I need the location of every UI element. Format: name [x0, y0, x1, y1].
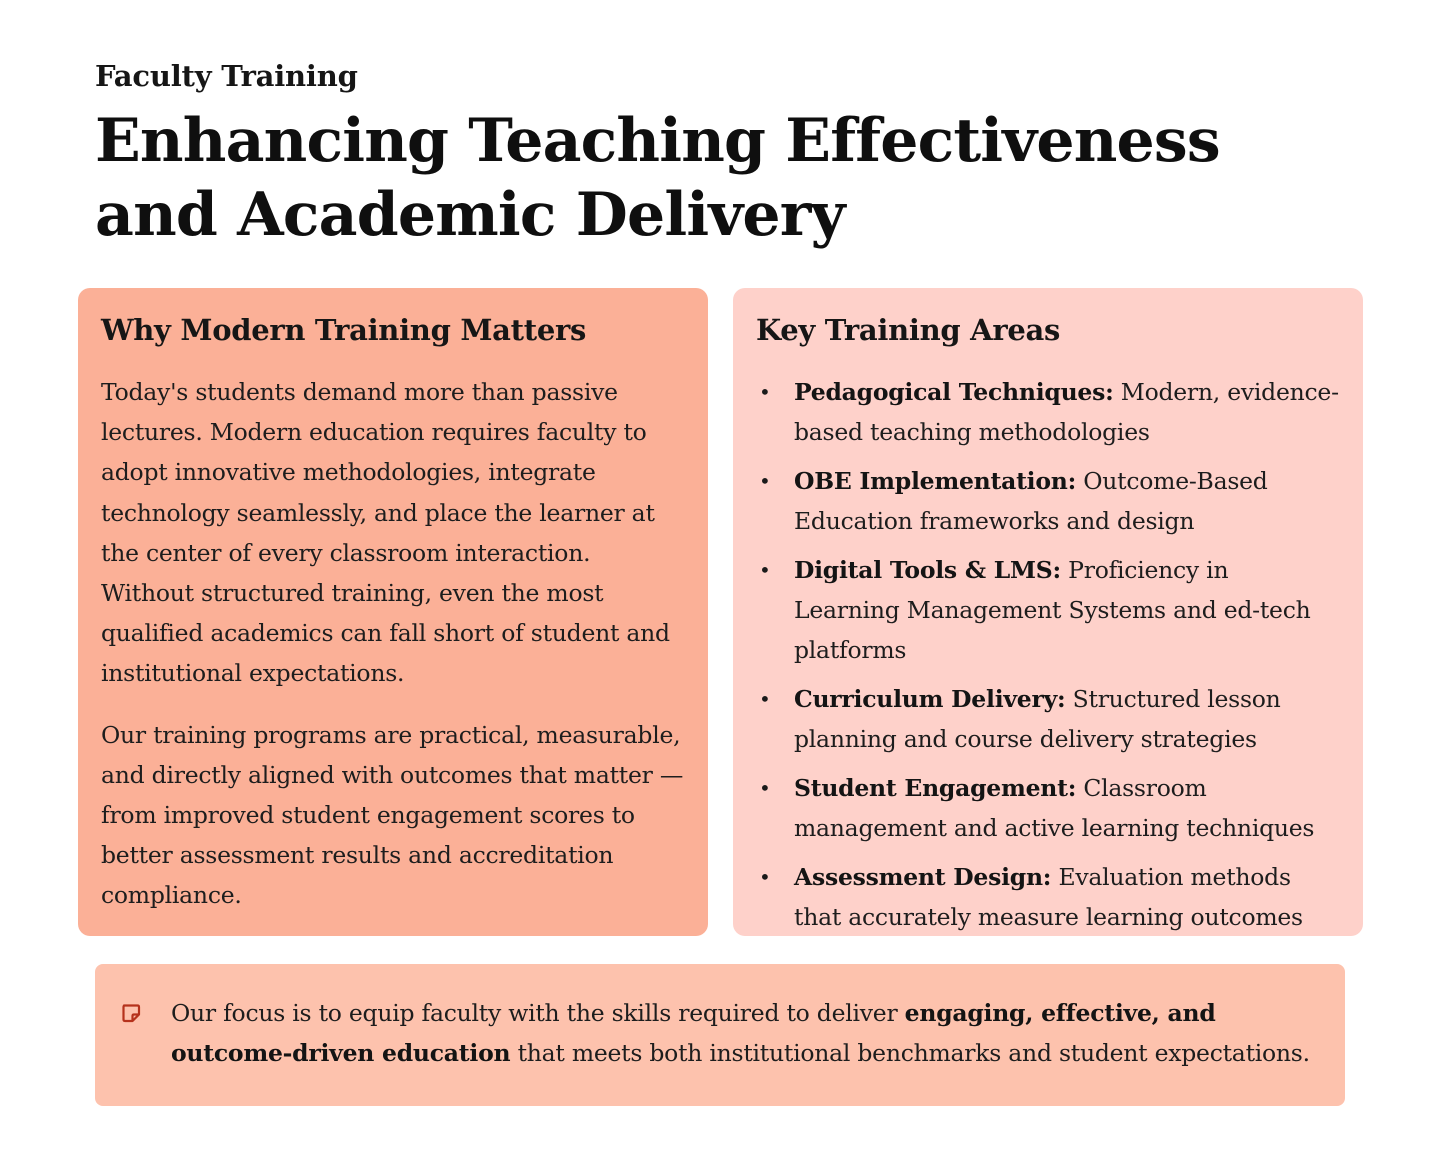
training-area-item — [756, 461, 1341, 541]
training-area-term: Assessment Design: — [794, 863, 1052, 891]
training-area-term: OBE Implementation: — [794, 467, 1077, 495]
bullet-icon: • — [759, 776, 771, 800]
training-area-item — [756, 372, 1341, 452]
training-area-term: Digital Tools & LMS: — [794, 556, 1061, 584]
training-area-item — [756, 857, 1341, 937]
training-area-description: Proficiency in Learning Management Systems and ed-tech platforms — [794, 556, 1311, 664]
bullet-icon: • — [759, 687, 771, 711]
training-area-description: Classroom management and active learning techniques — [794, 774, 1315, 842]
training-area-term: Student Engagement: — [794, 774, 1077, 802]
why-training-paragraph: Today's students demand more than passive lectures. Modern education requires faculty to adopt innovative methodologies, integrate technology seamlessly, and place the learner at the center of every classroom interaction. Without structured training, even the most qualified academics can fall short of student and institutional expectations. — [101, 378, 670, 688]
bullet-icon: • — [759, 865, 771, 889]
sticky-note-icon — [120, 1002, 142, 1024]
training-areas-list — [756, 372, 1341, 937]
callout-text-end: that meets both institutional benchmarks and student expectations. — [510, 1039, 1310, 1067]
training-area-item — [756, 550, 1341, 670]
why-training-card — [78, 288, 708, 936]
focus-callout-text — [171, 993, 1311, 1073]
training-area-description: Outcome-Based Education frameworks and design — [794, 467, 1268, 535]
page-title: Enhancing Teaching Effectiveness and Academic Delivery — [95, 106, 1220, 250]
bullet-icon: • — [759, 380, 771, 404]
training-area-term: Curriculum Delivery: — [794, 685, 1066, 713]
training-area-description: Structured lesson planning and course delivery strategies — [794, 685, 1281, 753]
bullet-icon: • — [759, 558, 771, 582]
section-eyebrow: Faculty Training — [95, 59, 358, 93]
why-training-heading: Why Modern Training Matters — [101, 313, 586, 347]
callout-emphasis: engaging, effective, and outcome-driven education — [171, 999, 1216, 1067]
bullet-icon: • — [759, 469, 771, 493]
focus-callout — [95, 964, 1345, 1106]
training-area-item — [756, 768, 1341, 848]
callout-text-start: Our focus is to equip faculty with the skills required to deliver — [171, 999, 905, 1027]
training-area-item — [756, 679, 1341, 759]
key-training-areas-card — [733, 288, 1363, 936]
training-area-description: Modern, evidence-based teaching methodologies — [794, 378, 1339, 446]
training-area-term: Pedagogical Techniques: — [794, 378, 1114, 406]
why-training-paragraph: Our training programs are practical, measurable, and directly aligned with outcomes that matter — from improved student engagement scores to better assessment results and accreditation compliance. — [101, 720, 684, 910]
key-training-areas-heading: Key Training Areas — [756, 313, 1061, 347]
training-area-description: Evaluation methods that accurately measure learning outcomes — [794, 863, 1303, 931]
